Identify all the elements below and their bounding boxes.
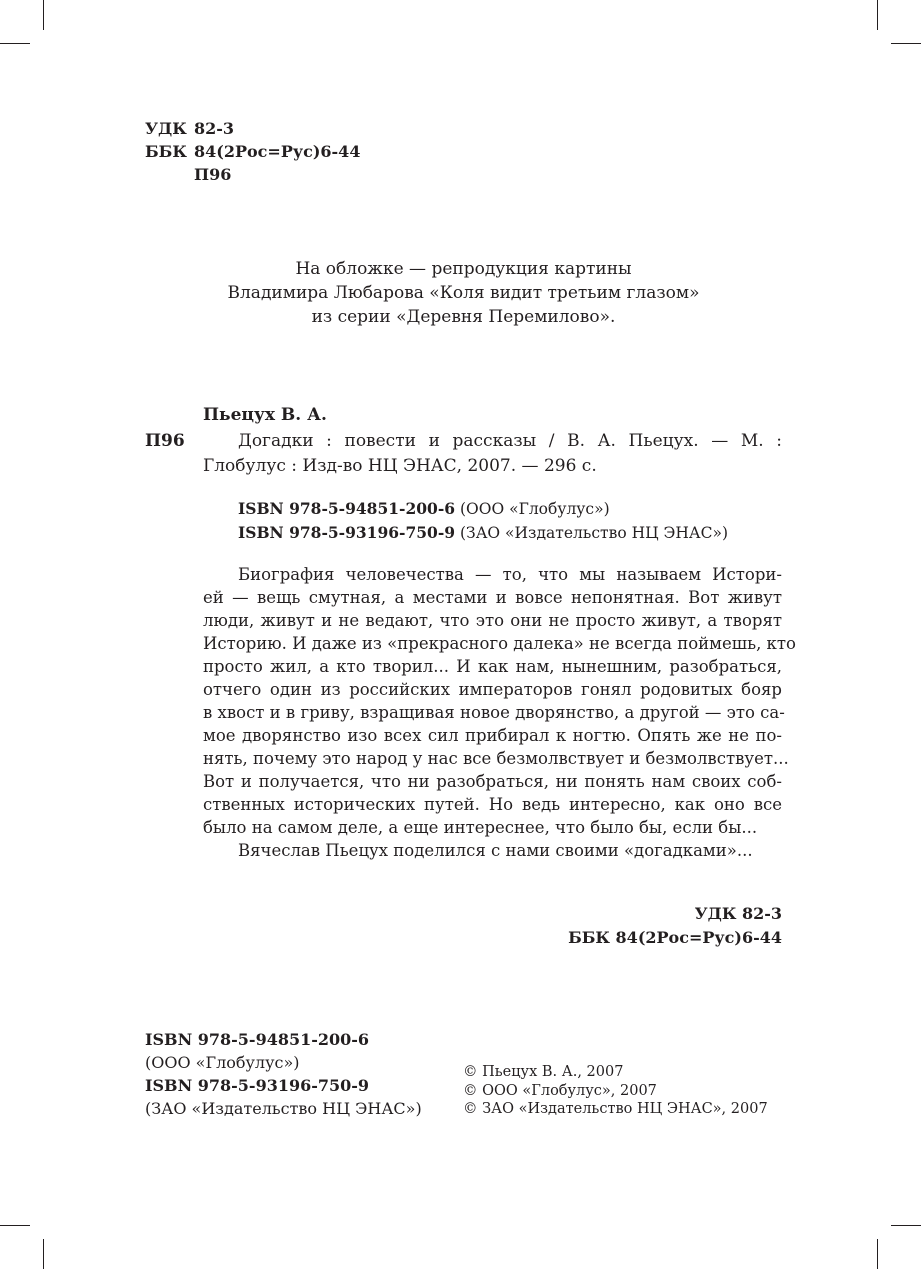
classification-bottom — [480, 902, 782, 950]
annotation — [203, 563, 796, 862]
annotation-line: в хвост и в гриву, взращивая новое дворянство, а другой — это са- — [203, 703, 785, 722]
udk-label: УДК — [145, 119, 187, 138]
crop-mark-top-right — [877, 0, 878, 30]
author-code: П96 — [194, 165, 232, 184]
copyright-block — [463, 1063, 768, 1119]
bib-author-code: П96 — [145, 431, 185, 451]
annotation-line: ей — вещь смутная, а местами и вовсе непонятная. Вот живут — [203, 588, 782, 607]
isbn-number: ISBN 978-5-93196-750-9 — [145, 1076, 370, 1095]
annotation-line: ственных исторических путей. Но ведь интересно, как оно все — [203, 795, 782, 814]
isbn-number: ISBN 978-5-94851-200-6 — [238, 499, 456, 518]
copyright-line: © ЗАО «Издательство НЦ ЭНАС», 2007 — [463, 1101, 768, 1117]
udk-row — [145, 117, 360, 140]
bbk-label: ББК — [145, 142, 187, 161]
classification-top — [145, 117, 360, 186]
annotation-line: Биография человечества — то, что мы называем Истори- — [238, 565, 782, 584]
bbk-value: 84(2Рос=Рус)6-44 — [194, 142, 361, 161]
crop-mark-right-top — [891, 43, 921, 44]
isbn-publisher: (ЗАО «Издательство НЦ ЭНАС») — [459, 524, 729, 542]
annotation-line: отчего один из российских императоров гонял родовитых бояр — [203, 680, 782, 699]
udk-value: 82-3 — [194, 119, 235, 138]
annotation-line: Вот и получается, что ни разобраться, ни понять нам своих соб- — [203, 772, 782, 791]
isbn-entry — [238, 497, 728, 521]
author-code-row — [145, 163, 360, 186]
cover-note-line: На обложке — репродукция картины — [295, 259, 632, 279]
crop-mark-left-bottom — [0, 1225, 30, 1226]
bbk-row — [145, 140, 360, 163]
annotation-line: Вячеслав Пьецух поделился с нами своими «догадками»... — [238, 841, 753, 860]
crop-mark-top-left — [43, 0, 44, 30]
annotation-line: было на самом деле, а еще интереснее, что было бы, если бы... — [203, 818, 758, 837]
cover-note-line: Владимира Любарова «Коля видит третьим глазом» — [227, 283, 700, 303]
bib-entry-line: Глобулус : Изд-во НЦ ЭНАС, 2007. — 296 с. — [203, 456, 597, 476]
annotation-line: нять, почему это народ у нас все безмолвствует и безмолвствует... — [203, 749, 789, 768]
udk-bottom: УДК 82-3 — [694, 904, 782, 923]
annotation-line: мое дворянство изо всех сил прибирал к ногтю. Опять же не по- — [203, 726, 782, 745]
crop-mark-bottom-right — [877, 1239, 878, 1269]
bib-entry-line: Догадки : повести и рассказы / В. А. Пьецух. — М. : — [238, 431, 782, 451]
author-heading: Пьецух В. А. — [203, 405, 327, 425]
crop-mark-left-top — [0, 43, 30, 44]
bbk-bottom: ББК 84(2Рос=Рус)6-44 — [568, 928, 782, 947]
isbn-entry — [238, 521, 728, 545]
crop-mark-bottom-left — [43, 1239, 44, 1269]
annotation-line: люди, живут и не ведают, что это они не просто живут, а творят — [203, 611, 782, 630]
isbn-block — [145, 1028, 422, 1120]
crop-mark-right-bottom — [891, 1225, 921, 1226]
isbn-list — [238, 497, 728, 545]
isbn-number: ISBN 978-5-93196-750-9 — [238, 523, 456, 542]
isbn-publisher: (ООО «Глобулус») — [459, 500, 610, 518]
annotation-line: Историю. И даже из «прекрасного далека» не всегда поймешь, кто — [203, 634, 796, 653]
annotation-line: просто жил, а кто творил... И как нам, нынешним, разобраться, — [203, 657, 782, 676]
isbn-publisher: (ООО «Глобулус») — [145, 1053, 300, 1072]
copyright-line: © ООО «Глобулус», 2007 — [463, 1082, 657, 1099]
cover-note-line: из серии «Деревня Перемилово». — [311, 307, 616, 327]
copyright-line: © Пьецух В. А., 2007 — [463, 1064, 624, 1080]
isbn-publisher: (ЗАО «Издательство НЦ ЭНАС») — [145, 1099, 422, 1118]
bibliographic-entry — [203, 429, 782, 479]
isbn-number: ISBN 978-5-94851-200-6 — [145, 1030, 370, 1049]
cover-note — [145, 257, 782, 329]
